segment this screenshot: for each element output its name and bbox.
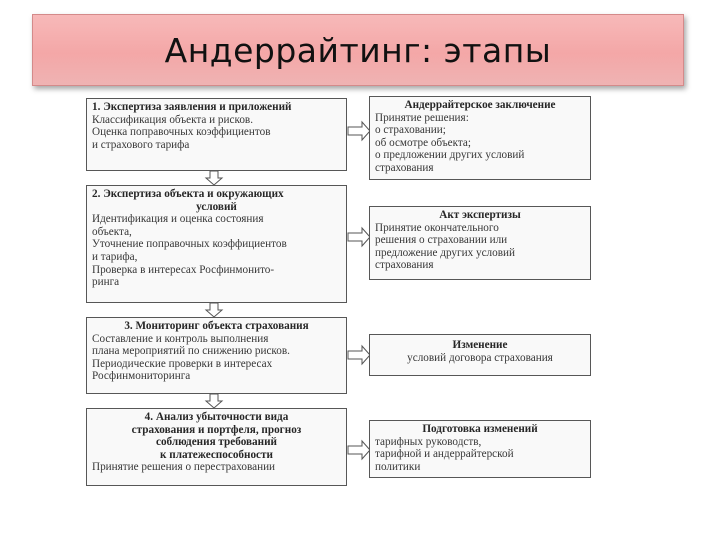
step-heading: 1. Экспертиза заявления и приложений: [92, 101, 292, 113]
result-heading: Андеррайтерское заключение: [404, 99, 556, 111]
step-text: ринга: [92, 276, 120, 289]
step-text: плана мероприятий по снижению рисков.: [92, 345, 290, 358]
step-box-1: [86, 98, 347, 171]
step-heading: страхования и портфеля, прогноз: [131, 423, 302, 436]
step-text: и страхового тарифа: [92, 138, 190, 151]
underwriting-flow-diagram: [78, 90, 598, 490]
arrow-down-2: [206, 303, 222, 317]
result-box-1: [369, 96, 591, 180]
arrow-down-3: [206, 394, 222, 408]
result-heading: Подготовка изменений: [422, 423, 538, 435]
result-text: страхования: [375, 259, 434, 272]
step-text: объекта,: [92, 225, 132, 238]
arrow-right-4: [348, 441, 370, 459]
result-text: решения о страховании или: [375, 234, 508, 247]
result-text: Принятие решения:: [375, 111, 469, 124]
step-heading: условий: [196, 200, 237, 213]
step-heading: к платежеспособности: [160, 448, 273, 461]
step-box-2: [86, 185, 347, 303]
result-text: условий договора страхования: [407, 351, 553, 364]
result-heading: Изменение: [452, 339, 508, 351]
step-heading: 3. Мониторинг объекта страхования: [124, 320, 309, 332]
step-heading: 4. Анализ убыточности вида: [144, 411, 289, 423]
result-text: об осмотре объекта;: [375, 136, 471, 149]
step-text: Идентификация и оценка состояния: [92, 213, 264, 226]
step-box-3: [86, 317, 347, 394]
result-box-3: [369, 334, 591, 376]
step-text: Проверка в интересах Росфинмонито-: [92, 263, 275, 276]
step-text: Составление и контроль выполнения: [92, 332, 269, 345]
step-text: Уточнение поправочных коэффициентов: [92, 238, 287, 251]
result-box-2: [369, 206, 591, 280]
result-text: предложение других условий: [375, 246, 515, 259]
result-text: политики: [375, 460, 421, 473]
result-text: страхования: [375, 161, 434, 174]
step-text: Оценка поправочных коэффициентов: [92, 126, 271, 139]
step-heading: 2. Экспертиза объекта и окружающих: [92, 188, 284, 200]
result-text: о страховании;: [375, 124, 446, 137]
arrow-right-2: [348, 228, 370, 246]
result-text: о предложении других условий: [375, 149, 525, 162]
step-heading: соблюдения требований: [156, 436, 277, 449]
result-text: тарифных руководств,: [375, 435, 482, 448]
result-heading: Акт экспертизы: [439, 209, 521, 221]
step-text: Периодические проверки в интересах: [92, 357, 273, 370]
step-box-4: [86, 408, 347, 486]
arrow-down-1: [206, 171, 222, 185]
arrow-right-1: [348, 122, 370, 140]
step-text: Классификация объекта и рисков.: [92, 113, 254, 126]
result-box-4: [369, 420, 591, 478]
arrow-right-3: [348, 346, 370, 364]
slide-title: Андеррайтинг: этапы: [164, 30, 552, 70]
step-text: Принятие решения о перестраховании: [92, 461, 276, 474]
result-text: Принятие окончательного: [375, 221, 499, 234]
step-text: Росфинмониторинга: [92, 370, 191, 383]
title-banner: [32, 14, 684, 86]
result-text: тарифной и андеррайтерской: [375, 448, 514, 461]
step-text: и тарифа,: [92, 250, 138, 263]
